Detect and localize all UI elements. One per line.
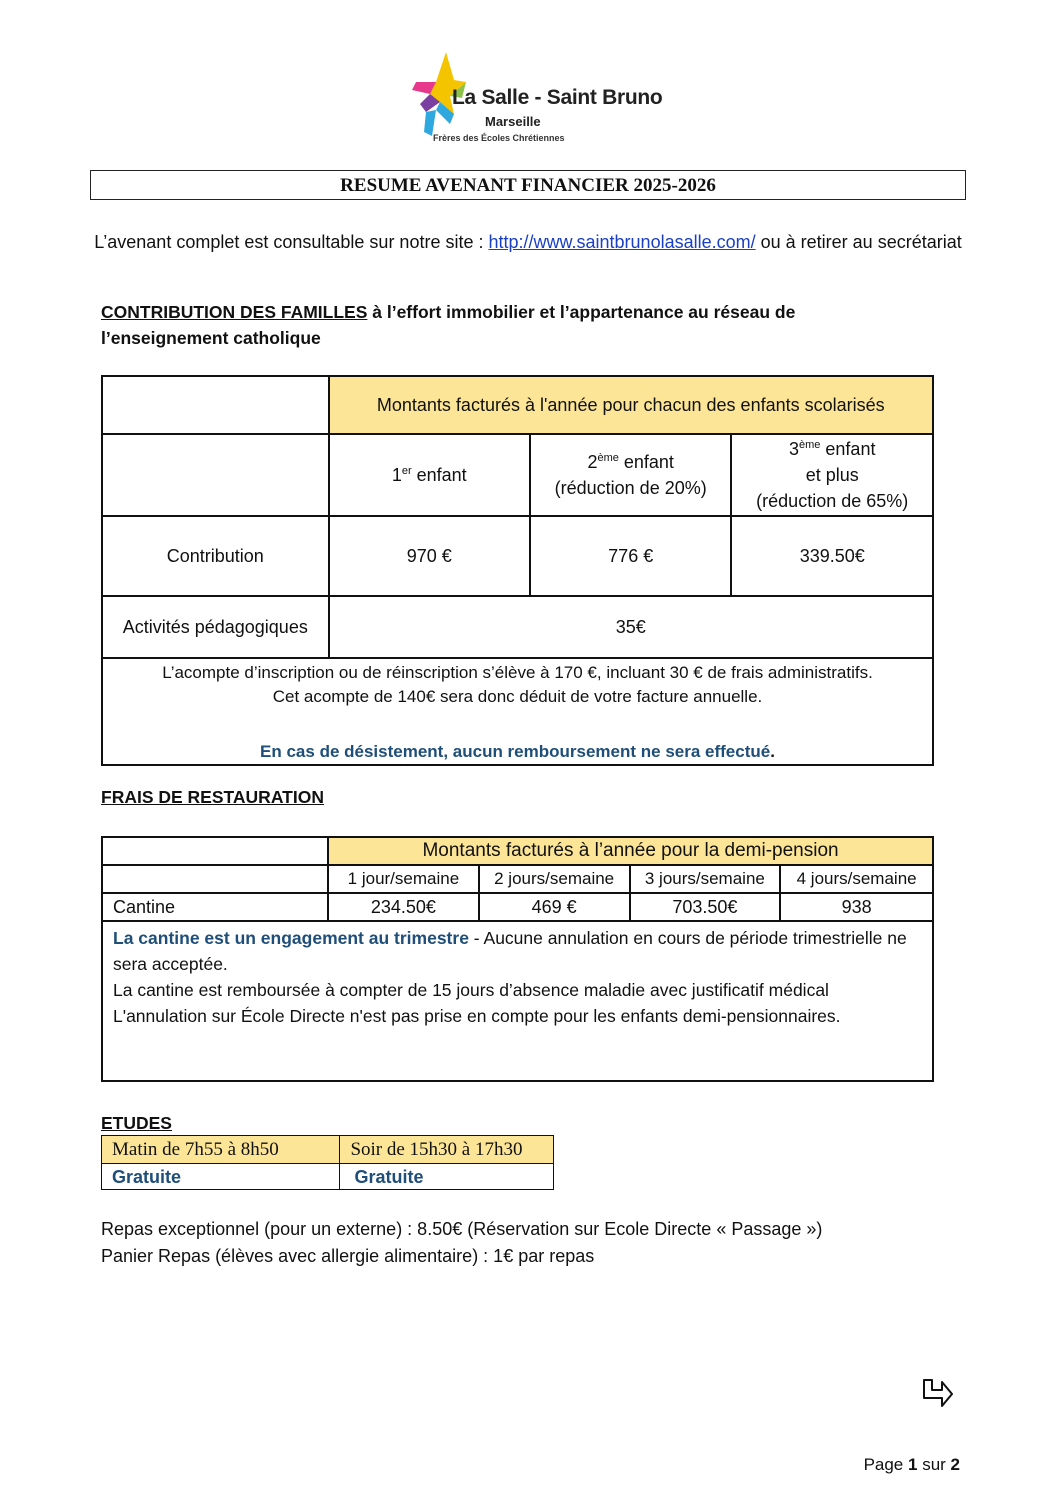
value-cell: 703.50€ — [630, 893, 781, 921]
website-link[interactable]: http://www.saintbrunolasalle.com/ — [488, 232, 756, 252]
arrow-turn-icon — [918, 1376, 956, 1414]
empty-cell — [102, 376, 329, 434]
row-label-contribution: Contribution — [102, 516, 329, 596]
contribution-heading-rest: à l’effort immobilier et l’appartenance au réseau de l’enseignement catholique — [101, 302, 796, 348]
row-label-activites: Activités pédagogiques — [102, 596, 329, 658]
etudes-matin-value: Gratuite — [102, 1164, 340, 1190]
empty-cell — [102, 837, 328, 865]
empty-cell — [102, 865, 328, 893]
restauration-heading: FRAIS DE RESTAURATION — [101, 787, 324, 807]
value-cell: 234.50€ — [328, 893, 479, 921]
row-label-cantine: Cantine — [102, 893, 328, 921]
logo-city: Marseille — [485, 114, 541, 129]
column-header: 4 jours/semaine — [780, 865, 933, 893]
intro-text-after: ou à retirer au secrétariat — [755, 232, 962, 252]
page-number: Page 1 sur 2 — [863, 1455, 960, 1474]
contribution-table — [101, 375, 934, 766]
school-logo — [400, 50, 670, 150]
panier-repas: Panier Repas (élèves avec allergie alimentaire) : 1€ par repas — [101, 1246, 595, 1266]
etudes-matin: Matin de 7h55 à 8h50 — [102, 1136, 340, 1164]
value-cell: 970 € — [329, 516, 530, 596]
table-row — [102, 596, 933, 658]
logo-subtitle: Frères des Écoles Chrétiennes — [433, 133, 565, 143]
etudes-table — [101, 1135, 554, 1190]
contribution-header: Montants facturés à l'année pour chacun des enfants scolarisés — [329, 376, 933, 434]
page-title: RESUME AVENANT FINANCIER 2025-2026 — [90, 170, 966, 200]
desistement-text: En cas de désistement, aucun remboursement ne sera effectué — [260, 742, 771, 761]
contribution-heading-underlined: CONTRIBUTION DES FAMILLES — [101, 302, 368, 322]
cantine-engagement: La cantine est un engagement au trimestre — [113, 928, 469, 948]
cantine-note: La cantine est un engagement au trimestre - Aucune annulation en cours de période trimestrielle ne sera acceptée. La cantine est remboursée à compter de 15 jours d’absence maladie avec justificatif médical L'annulation sur École Directe n'est pas prise en compte pour les enfants demi-pensionnaires. — [102, 921, 933, 1081]
value-cell: 938 — [780, 893, 933, 921]
extras-block — [101, 1216, 822, 1270]
col-first-child: 1er enfant — [329, 434, 530, 516]
etudes-soir: Soir de 15h30 à 17h30 — [340, 1136, 554, 1164]
value-cell: 469 € — [479, 893, 630, 921]
col-third-child: 3ème enfant et plus (réduction de 65%) — [731, 434, 933, 516]
column-header: 3 jours/semaine — [630, 865, 781, 893]
column-header: 2 jours/semaine — [479, 865, 630, 893]
restauration-table — [101, 836, 934, 1082]
contribution-heading — [101, 299, 861, 351]
intro-paragraph — [90, 228, 966, 256]
value-cell: 35€ — [329, 596, 933, 658]
column-header: 1 jour/semaine — [328, 865, 479, 893]
table-row — [102, 516, 933, 596]
empty-cell — [102, 434, 329, 516]
table-row — [102, 893, 933, 921]
logo-name: La Salle - Saint Bruno — [452, 86, 663, 109]
intro-text-before: L’avenant complet est consultable sur notre site : — [94, 232, 489, 252]
repas-exceptionnel: Repas exceptionnel (pour un externe) : 8.50€ (Réservation sur Ecole Directe « Passage ») — [101, 1219, 823, 1239]
restauration-header: Montants facturés à l’année pour la demi-pension — [328, 837, 933, 865]
col-second-child: 2ème enfant (réduction de 20%) — [530, 434, 732, 516]
value-cell: 776 € — [530, 516, 732, 596]
acompte-note: L’acompte d’inscription ou de réinscription s’élève à 170 €, incluant 30 € de frais administratifs. Cet acompte de 140€ sera donc déduit de votre facture annuelle. En cas de désistement, aucun remboursement ne sera effectué. — [102, 658, 933, 765]
etudes-heading: ETUDES — [101, 1113, 172, 1133]
etudes-soir-value: Gratuite — [340, 1164, 554, 1190]
value-cell: 339.50€ — [731, 516, 933, 596]
